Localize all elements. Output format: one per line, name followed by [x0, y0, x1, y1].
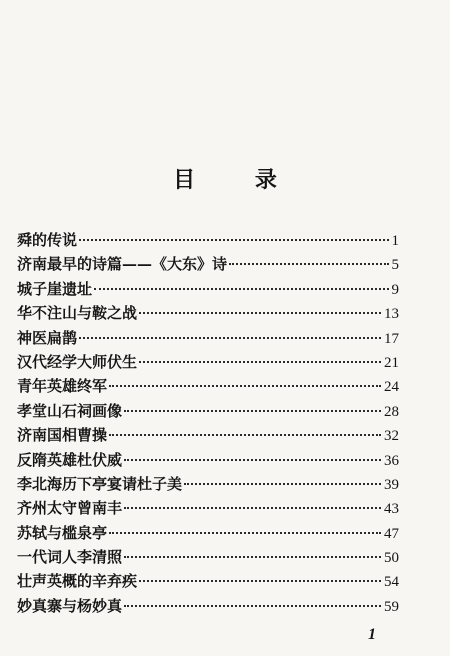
toc-dot-leader [124, 459, 381, 461]
toc-entry-title: 城子崖遗址 [17, 279, 93, 298]
toc-dot-leader [124, 605, 381, 607]
toc-entry-page: 47 [384, 525, 399, 542]
toc-dot-leader [79, 239, 388, 241]
toc-entry-title: 孝堂山石祠画像 [17, 401, 123, 420]
toc-dot-leader [184, 483, 381, 485]
toc-dot-leader [124, 507, 381, 509]
toc-entry-page: 28 [384, 403, 399, 420]
toc-entry-title: 舜的传说 [17, 231, 78, 249]
toc-entry [17, 399, 399, 423]
toc-entry [17, 326, 399, 350]
toc-entry-page: 1 [391, 233, 399, 249]
toc-entry-title: 齐州太守曾南丰 [17, 499, 123, 518]
toc-entry-page: 5 [391, 257, 399, 274]
toc-entry-page: 13 [384, 306, 399, 323]
toc-entry-page: 39 [384, 476, 399, 493]
toc-entry-page: 50 [384, 550, 399, 567]
toc-entry [17, 423, 399, 447]
toc-entry [17, 374, 399, 398]
toc-dot-leader [139, 312, 381, 314]
toc-dot-leader [139, 580, 381, 582]
toc-dot-leader [229, 263, 388, 265]
toc-dot-leader [109, 434, 381, 436]
toc-entry-page: 9 [391, 281, 399, 298]
toc-entry-title: 反隋英雄杜伏威 [17, 450, 123, 469]
toc-entry [17, 569, 399, 593]
toc-dot-leader [124, 410, 381, 412]
toc-entry-page: 21 [384, 354, 399, 371]
toc-entry-page: 54 [384, 574, 399, 591]
toc-entry-page: 24 [384, 379, 399, 396]
toc-entry [17, 496, 399, 520]
toc-entry-title: 神医扁鹊 [17, 328, 78, 347]
toc-dot-leader [79, 337, 381, 339]
table-of-contents [17, 228, 399, 618]
toc-entry [17, 277, 399, 301]
page-title: 目 录 [173, 167, 303, 193]
toc-entry-page: 43 [384, 501, 399, 518]
toc-entry-page: 17 [384, 330, 399, 347]
toc-entry-title: 李北海历下亭宴请杜子美 [17, 474, 183, 493]
toc-entry-page: 36 [384, 452, 399, 469]
toc-entry [17, 521, 399, 545]
toc-entry [17, 472, 399, 496]
toc-entry [17, 594, 399, 618]
toc-dot-leader [94, 288, 388, 290]
toc-dot-leader [109, 385, 381, 387]
toc-entry-page: 32 [384, 428, 399, 445]
toc-entry-title: 青年英雄终军 [17, 377, 108, 396]
toc-entry-title: 华不注山与鞍之战 [17, 304, 138, 323]
toc-entry [17, 252, 399, 276]
toc-dot-leader [139, 361, 381, 363]
toc-entry [17, 228, 399, 252]
toc-entry [17, 545, 399, 569]
toc-dot-leader [124, 556, 381, 558]
toc-entry [17, 301, 399, 325]
toc-entry-title: 济南最早的诗篇——《大东》诗 [17, 255, 228, 274]
toc-dot-leader [109, 532, 381, 534]
toc-entry-page: 59 [384, 598, 399, 615]
toc-entry [17, 350, 399, 374]
toc-entry-title: 济南国相曹操 [17, 426, 108, 445]
toc-entry [17, 448, 399, 472]
toc-entry-title: 壮声英概的辛弃疾 [17, 572, 138, 591]
toc-entry-title: 苏轼与槛泉亭 [17, 523, 108, 542]
page-number: 1 [368, 626, 376, 643]
toc-entry-title: 汉代经学大师伏生 [17, 352, 138, 371]
toc-entry-title: 一代词人李清照 [17, 548, 123, 567]
toc-entry-title: 妙真寨与杨妙真 [17, 596, 123, 615]
